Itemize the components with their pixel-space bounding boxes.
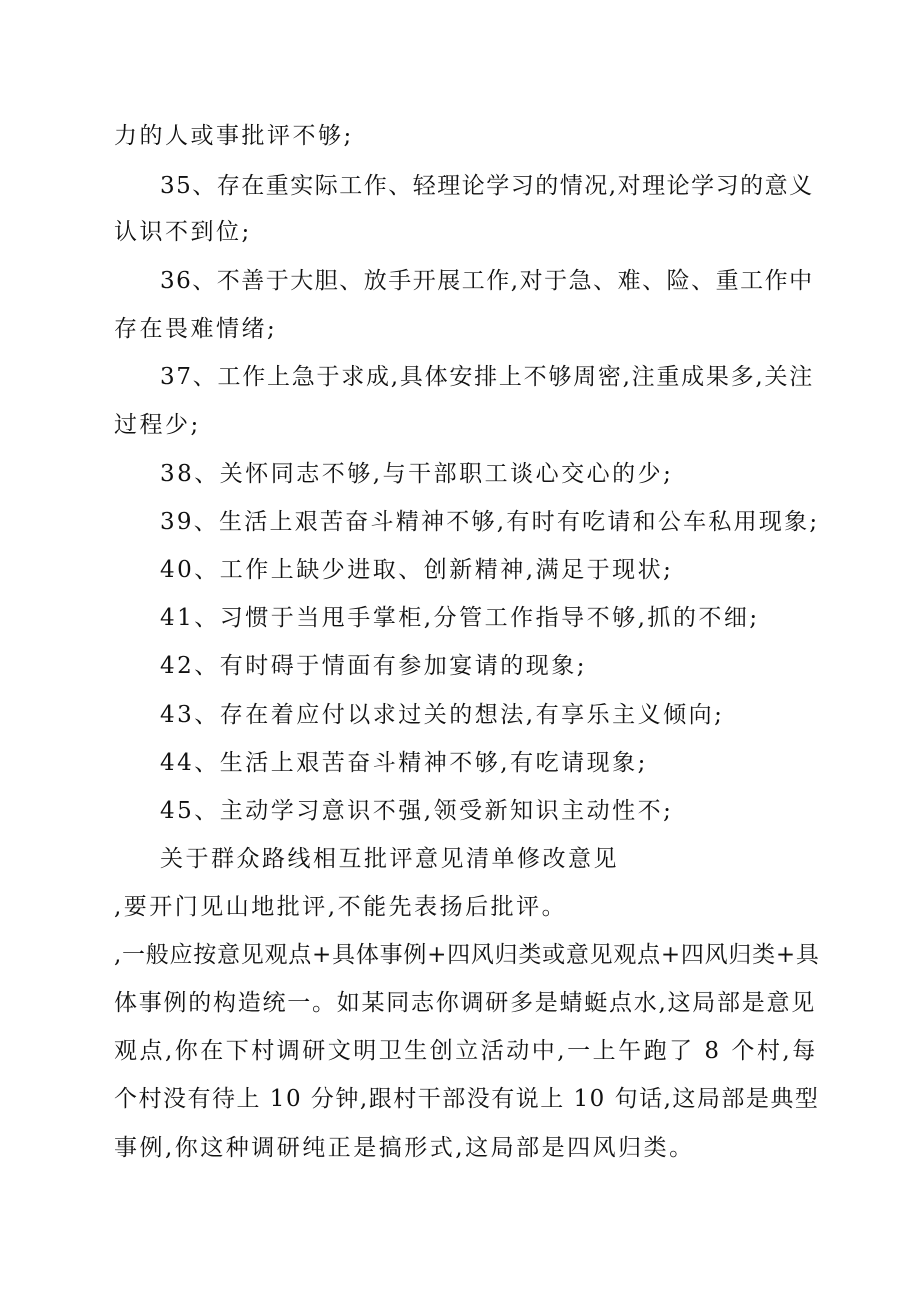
- text-line: 过程少;: [114, 412, 201, 438]
- text-line: 力的人或事批评不够;: [114, 123, 354, 149]
- section-heading: 关于群众路线相互批评意见清单修改意见: [160, 846, 619, 872]
- list-item-43: 43、存在着应付以求过关的想法,有享乐主义倾向;: [160, 702, 725, 728]
- list-item-45: 45、主动学习意识不强,领受新知识主动性不;: [160, 798, 674, 824]
- text-line: 存在畏难情绪;: [114, 316, 278, 342]
- text-line: 个村没有待上 10 分钟,跟村干部没有说上 10 句话,这局部是典型: [114, 1086, 820, 1112]
- list-item-36: 36、不善于大胆、放手开展工作,对于急、难、险、重工作中: [160, 268, 814, 294]
- text-line: ,一般应按意见观点+具体事例+四风归类或意见观点+四风归类+具: [114, 942, 820, 968]
- text-line: 认识不到位;: [114, 219, 252, 245]
- list-item-40: 40、工作上缺少进取、创新精神,满足于现状;: [160, 557, 674, 583]
- list-item-41: 41、习惯于当甩手掌柜,分管工作指导不够,抓的不细;: [160, 605, 760, 631]
- list-item-35: 35、存在重实际工作、轻理论学习的情况,对理论学习的意义: [160, 173, 814, 199]
- list-item-44: 44、生活上艰苦奋斗精神不够,有吃请现象;: [160, 750, 648, 776]
- list-item-38: 38、关怀同志不够,与干部职工谈心交心的少;: [160, 461, 674, 487]
- text-line: 体事例的构造统一。如某同志你调研多是蜻蜓点水,这局部是意见: [114, 990, 817, 1016]
- list-item-39: 39、生活上艰苦奋斗精神不够,有时有吃请和公车私用现象;: [160, 509, 820, 535]
- list-item-37: 37、工作上急于求成,具体安排上不够周密,注重成果多,关注: [160, 364, 814, 390]
- list-item-42: 42、有时碍于情面有参加宴请的现象;: [160, 653, 588, 679]
- text-line: ,要开门见山地批评,不能先表扬后批评。: [114, 894, 568, 920]
- text-line: 观点,你在下村调研文明卫生创立活动中,一上午跑了 8 个村,每: [114, 1038, 818, 1064]
- text-line: 事例,你这种调研纯正是搞形式,这局部是四风归类。: [114, 1135, 695, 1161]
